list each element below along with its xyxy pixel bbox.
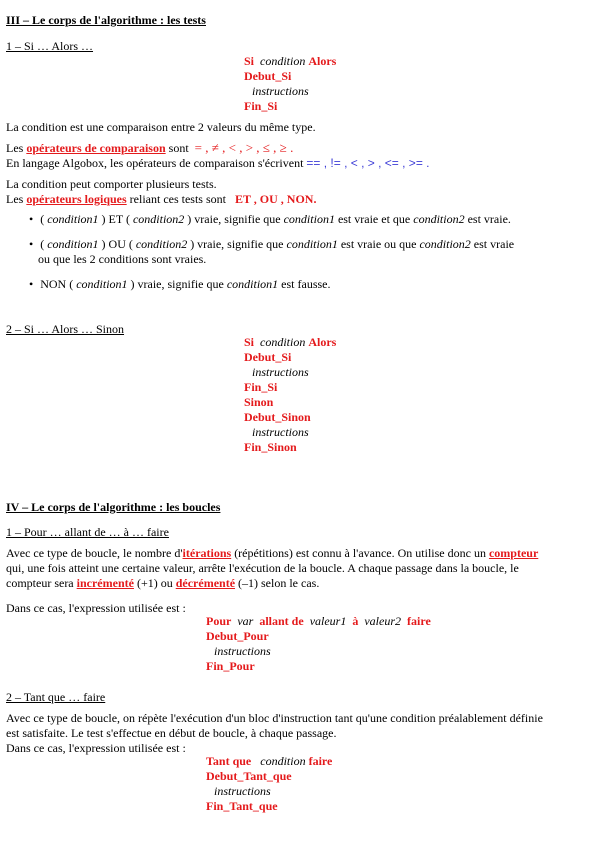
code-kw: Alors [308,54,337,68]
code-kw: Si [244,54,255,68]
code-kw: Fin_Si [244,380,278,394]
code-arg: condition [260,54,306,68]
paragraph-logical: Les opérateurs logiques reliant ces tests sont ET , OU , NON. [6,192,317,206]
code-kw: faire [407,614,431,628]
section3-sub1: 1 – Si … Alors … [6,39,94,53]
paragraph-line: qui, une fois atteint une certaine valeur, arrête l'exécution de la boucle. A chaque passage dans la boucle, le [6,561,519,575]
paragraph-increment: compteur sera incrémenté (+1) ou décrémenté (–1) selon le cas. [6,576,320,590]
code-si-alors [244,54,336,114]
code-instructions: instructions [252,84,309,98]
operators-algobox: == , != , < , > , <= , >= . [306,156,430,170]
operators-math: = , ≠ , < , > , ≤ , ≥ . [194,140,294,155]
code-kw: Debut_Pour [206,629,269,643]
code-kw: Pour [206,614,232,628]
paragraph-comparison: Les opérateurs de comparaison sont = , ≠ , < , > , ≤ , ≥ . [6,140,294,155]
code-arg: valeur2 [364,614,401,628]
code-kw: allant de [259,614,304,628]
term-operateurs-comparaison: opérateurs de comparaison [26,141,166,155]
code-kw: faire [308,754,333,768]
code-kw: Debut_Sinon [244,410,311,424]
code-kw: Debut_Si [244,350,292,364]
list-item: • NON ( condition1 ) vraie, signifie que condition1 est fausse. [29,277,331,292]
code-kw: Debut_Si [244,69,292,83]
paragraph-iterations: Avec ce type de boucle, le nombre d'itérations (répétitions) est connu à l'avance. On utilise donc un compteur [6,546,539,560]
code-tant-que [206,754,332,814]
paragraph-line: Avec ce type de boucle, on répète l'exécution d'un bloc d'instruction tant qu'une condition préalablement définie [6,711,543,725]
term-iterations: itérations [182,546,232,560]
code-si-alors-sinon [244,335,336,455]
section3-title: III – Le corps de l'algorithme : les tests [6,13,206,27]
code-kw: Alors [308,335,337,349]
section4-sub2: 2 – Tant que … faire [6,690,106,704]
term-decremente: décrémenté [175,576,236,590]
section3-sub2: 2 – Si … Alors … Sinon [6,322,125,336]
term-incremente: incrémenté [76,576,134,590]
code-kw: à [352,614,359,628]
term-operateurs-logiques: opérateurs logiques [26,192,127,206]
code-kw: Debut_Tant_que [206,769,292,783]
list-item-continuation: ou que les 2 conditions sont vraies. [38,252,207,266]
paragraph: Dans ce cas, l'expression utilisée est : [6,601,186,615]
code-arg: condition [260,335,306,349]
code-arg: valeur1 [309,614,347,628]
code-kw: Fin_Sinon [244,440,297,454]
list-item: • ( condition1 ) OU ( condition2 ) vraie, signifie que condition1 est vraie ou que condition2 est vraie [29,237,514,252]
code-instructions: instructions [252,425,309,439]
section4-sub1: 1 – Pour … allant de … à … faire [6,525,169,539]
code-kw: Fin_Si [244,99,278,113]
paragraph: Dans ce cas, l'expression utilisée est : [6,741,186,755]
code-kw: Si [244,335,255,349]
code-arg: var [237,614,254,628]
code-kw: Fin_Tant_que [206,799,278,813]
section4-title: IV – Le corps de l'algorithme : les boucles [6,500,221,514]
code-instructions: instructions [214,784,271,798]
term-compteur: compteur [488,546,539,560]
paragraph-algobox: En langage Algobox, les opérateurs de comparaison s'écrivent == , != , < , > , <= , >= . [6,156,430,170]
paragraph-line: est satisfaite. Le test s'effectue en début de boucle, à chaque passage. [6,726,337,740]
code-kw: Fin_Pour [206,659,255,673]
code-kw: Tant que [206,754,252,768]
code-arg: condition [260,754,306,768]
paragraph: La condition est une comparaison entre 2 valeurs du même type. [6,120,316,134]
code-pour [206,614,431,674]
list-item: • ( condition1 ) ET ( condition2 ) vraie, signifie que condition1 est vraie et que condition2 est vraie. [29,212,511,227]
code-instructions: instructions [252,365,309,379]
logical-operators: ET , OU , NON. [234,192,317,206]
code-instructions: instructions [214,644,271,658]
paragraph: La condition peut comporter plusieurs tests. [6,177,217,191]
code-kw: Sinon [244,395,274,409]
